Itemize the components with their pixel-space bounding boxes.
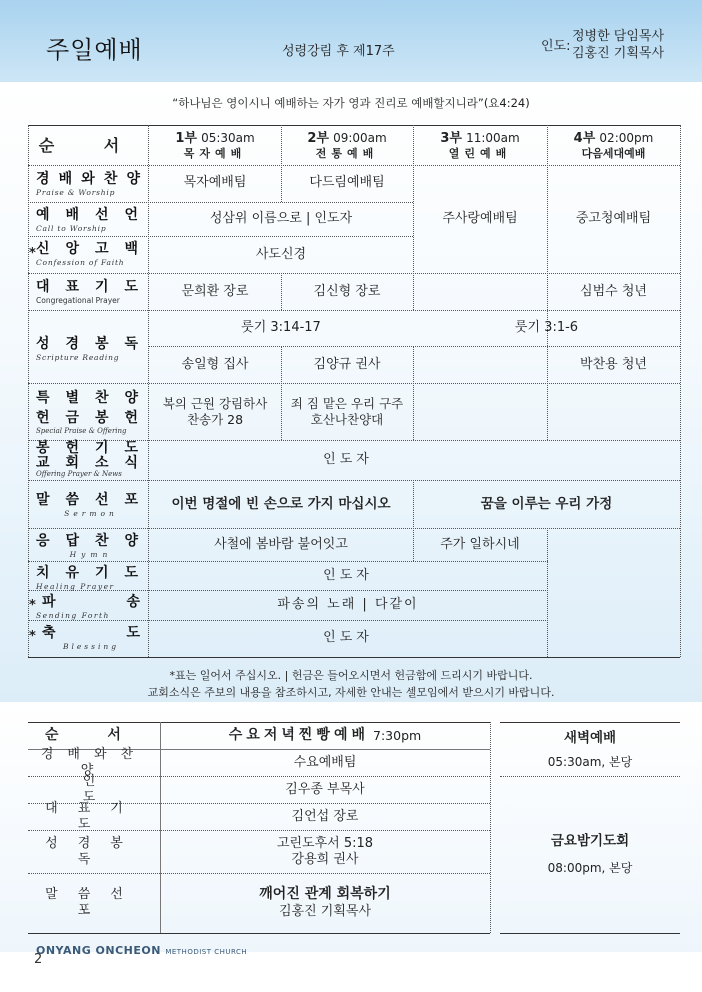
row-label-faith bbox=[36, 238, 146, 267]
column-header-3 bbox=[414, 128, 546, 164]
row-label-special-en: Special Praise & Offering bbox=[36, 427, 127, 435]
leader-2: 김홍진 기획목사 bbox=[572, 46, 665, 61]
hymn-col12: 사철에 봄바람 불어잇고 bbox=[214, 536, 348, 552]
wed-scripture-passage: 고린도후서 5:18 bbox=[276, 835, 374, 851]
row-label-faith-ko: 신 앙 고 백 bbox=[36, 241, 146, 257]
row-label-sermon-en: Sermon bbox=[64, 509, 118, 518]
row-label-sending bbox=[36, 591, 146, 620]
row-label-faith-en: Confession of Faith bbox=[36, 258, 125, 267]
table-bottom-rule bbox=[28, 657, 680, 658]
column-header-4 bbox=[548, 128, 679, 164]
header-band bbox=[0, 0, 702, 82]
prayer-col2: 김신형 장로 bbox=[313, 283, 381, 299]
row-label-call-en: Call to Worship bbox=[36, 224, 107, 233]
row-label-hymn bbox=[36, 530, 146, 559]
row-label-sending-ko: 파 송 bbox=[42, 594, 140, 610]
row-label-healing-en: Healing Prayer bbox=[36, 582, 115, 591]
row-label-prayer-ko: 대 표 기 도 bbox=[36, 279, 146, 295]
scripture-reader-1: 송일형 집사 bbox=[181, 356, 249, 372]
row-label-scripture-ko: 성 경 봉 독 bbox=[36, 336, 146, 352]
church-logo-sub: METHODIST CHURCH bbox=[165, 948, 248, 956]
column-header-2 bbox=[282, 128, 412, 164]
liturgical-week: 성령강림 후 제17주 bbox=[282, 44, 395, 59]
offering-col123: 인도자 bbox=[323, 452, 373, 468]
column-header-1 bbox=[150, 128, 280, 164]
row-label-offering-en: Offering Prayer & News bbox=[36, 470, 122, 479]
row-label-sermon bbox=[36, 489, 146, 518]
row-label-scripture bbox=[36, 333, 146, 362]
dawn-title: 새벽예배 bbox=[563, 729, 617, 746]
order-header: 순 서 bbox=[38, 136, 142, 155]
column-4-number: 4부 bbox=[573, 131, 596, 146]
row-label-prayer-en: Congregational Prayer bbox=[36, 296, 120, 305]
divider bbox=[160, 722, 161, 933]
row-label-offering-ko1: 봉 헌 기 도 bbox=[36, 440, 146, 456]
wed-sermon-preacher: 김홍진 기획목사 bbox=[278, 903, 372, 919]
divider bbox=[148, 125, 149, 657]
row-label-sending-en: Sending Forth bbox=[36, 611, 110, 620]
leader-label: 인도: bbox=[541, 39, 571, 54]
wed-label-prayer: 대표기도 bbox=[45, 800, 143, 832]
wed-value-praise: 수요예배팀 bbox=[293, 754, 357, 770]
wed-value-scripture bbox=[162, 831, 488, 873]
wed-label-lead: 인도 bbox=[82, 773, 176, 805]
call-col12: 성삼위 이름으로 | 인도자 bbox=[209, 211, 353, 227]
standing-marker: * bbox=[29, 246, 36, 261]
scripture-passage-1-2: 룻기 3:14-17 bbox=[241, 320, 321, 336]
standing-marker: * bbox=[29, 598, 36, 613]
special-col2 bbox=[282, 386, 412, 438]
scripture-reader-4: 박찬용 청년 bbox=[580, 356, 647, 372]
sermon-title-3-4: 꿈을 이루는 우리 가정 bbox=[480, 496, 613, 513]
row-label-offering-ko2: 교 회 소 식 bbox=[36, 454, 146, 471]
wed-label-sermon: 말씀선포 bbox=[45, 886, 143, 918]
note-line-1: *표는 일어서 주십시오. | 헌금은 들어오시면서 헌금함에 드리시기 바랍니다. bbox=[169, 669, 533, 682]
column-1-time: 05:30am bbox=[201, 131, 255, 145]
divider bbox=[413, 346, 414, 440]
sermon-title-1-2: 이번 명절에 빈 손으로 가지 마십시오 bbox=[171, 496, 391, 513]
column-1-number: 1부 bbox=[175, 131, 197, 146]
wed-order-header: 순 서 bbox=[45, 727, 143, 744]
row-label-call-ko: 예 배 선 언 bbox=[36, 207, 146, 223]
wed-value-sermon bbox=[162, 874, 488, 932]
page-number: 2 bbox=[34, 952, 43, 967]
divider bbox=[547, 528, 548, 657]
column-3-time: 11:00am bbox=[466, 131, 520, 145]
row-label-blessing-en: Blessing bbox=[62, 642, 120, 651]
column-2-time: 09:00am bbox=[333, 131, 387, 145]
wed-title-time: 7:30pm bbox=[373, 728, 422, 744]
wed-title bbox=[162, 723, 488, 749]
scripture-verse: “하나님은 영이시니 예배하는 자가 영과 진리로 예배할지니라”(요4:24) bbox=[172, 96, 530, 110]
special-col1-hymn: 복의 근원 강림하사 bbox=[162, 396, 268, 412]
row-label-prayer bbox=[36, 276, 146, 305]
note-line-2: 교회소식은 주보의 내용을 참조하시고, 자세한 안내는 셀모임에서 받으시기 바랍니다. bbox=[147, 686, 555, 699]
church-logo-name: ONYANG ONCHEON bbox=[36, 944, 161, 957]
column-2-number: 2부 bbox=[307, 131, 329, 146]
friday-detail: 08:00pm, 본당 bbox=[547, 860, 633, 875]
praise-col3: 주사랑예배팀 bbox=[442, 211, 518, 227]
wed-value-prayer: 김언섭 장로 bbox=[291, 808, 359, 824]
wed-label-praise: 경배와찬양 bbox=[40, 746, 148, 778]
blessing-col123: 인도자 bbox=[323, 630, 373, 646]
prayer-col1: 문희환 장로 bbox=[181, 283, 249, 299]
scripture-reader-2: 김양규 권사 bbox=[313, 356, 381, 372]
hymn-col3: 주가 일하시네 bbox=[440, 536, 520, 552]
praise-col4: 중고청예배팀 bbox=[575, 211, 652, 227]
divider bbox=[490, 722, 491, 933]
praise-col1: 목자예배팀 bbox=[183, 175, 247, 191]
healing-col123: 인도자 bbox=[323, 567, 373, 583]
wed-title-text: 수요저녁찐빵예배 bbox=[228, 727, 369, 744]
row-label-praise-en: Praise & Worship bbox=[36, 188, 116, 197]
row-label-sermon-ko: 말 씀 선 포 bbox=[36, 492, 146, 508]
column-4-name: 다음세대예배 bbox=[581, 147, 646, 161]
row-label-special bbox=[36, 387, 146, 435]
special-col2-hymn: 죄 짐 맡은 우리 구주 bbox=[290, 396, 404, 412]
prayer-col4: 심범수 청년 bbox=[580, 283, 647, 299]
row-label-blessing-ko: 축 도 bbox=[42, 625, 140, 641]
praise-col2: 다드림예배팀 bbox=[309, 175, 385, 191]
row-label-healing-ko: 치 유 기 도 bbox=[36, 565, 146, 581]
special-col2-choir: 호산나찬양대 bbox=[310, 412, 384, 427]
scripture-passage-3-4: 룻기 3:1-6 bbox=[514, 320, 579, 336]
row-label-offering bbox=[36, 441, 146, 478]
divider bbox=[500, 776, 680, 777]
row-label-healing bbox=[36, 562, 146, 591]
divider bbox=[680, 125, 681, 657]
row-label-special-ko1: 특 별 찬 양 bbox=[36, 390, 146, 406]
leader-1: 정병한 담임목사 bbox=[572, 29, 665, 44]
friday-title: 금요밤기도회 bbox=[550, 832, 630, 849]
sending-col123: 파송의 노래 | 다같이 bbox=[277, 597, 419, 613]
row-label-blessing bbox=[36, 622, 146, 651]
row-label-praise bbox=[36, 168, 146, 197]
faith-col12: 사도신경 bbox=[255, 246, 307, 262]
table-top-rule bbox=[28, 125, 680, 126]
divider bbox=[28, 125, 29, 657]
standing-marker: * bbox=[29, 629, 36, 644]
special-col1-number: 찬송가 28 bbox=[186, 412, 244, 427]
special-col1 bbox=[150, 386, 280, 438]
row-label-special-ko2: 헌 금 봉 헌 bbox=[36, 410, 146, 426]
row-label-hymn-en: Hymn bbox=[69, 550, 113, 559]
row-label-scripture-en: Scripture Reading bbox=[36, 353, 120, 362]
church-logo bbox=[36, 944, 247, 957]
services-bottom-rule bbox=[500, 933, 680, 934]
wed-bottom-rule bbox=[28, 933, 490, 934]
column-4-time: 02:00pm bbox=[599, 131, 654, 145]
column-1-name: 목자예배 bbox=[183, 147, 247, 161]
page-title: 주일예배 bbox=[46, 36, 143, 64]
dawn-detail: 05:30am, 본당 bbox=[547, 754, 633, 769]
wed-label-scripture: 성경봉독 bbox=[45, 835, 143, 867]
wed-sermon-title: 깨어진 관계 회복하기 bbox=[259, 886, 391, 903]
wed-value-lead: 김우종 부목사 bbox=[285, 781, 365, 797]
row-label-call bbox=[36, 204, 146, 233]
row-label-praise-ko: 경 배 와 찬 양 bbox=[36, 171, 146, 187]
wed-scripture-reader: 강용희 권사 bbox=[291, 852, 359, 867]
column-3-number: 3부 bbox=[440, 131, 462, 146]
row-label-hymn-ko: 응 답 찬 양 bbox=[36, 533, 146, 549]
services-top-rule bbox=[500, 722, 680, 723]
divider bbox=[28, 383, 680, 384]
column-3-name: 열린예배 bbox=[448, 147, 512, 161]
column-2-name: 전통예배 bbox=[315, 147, 379, 161]
